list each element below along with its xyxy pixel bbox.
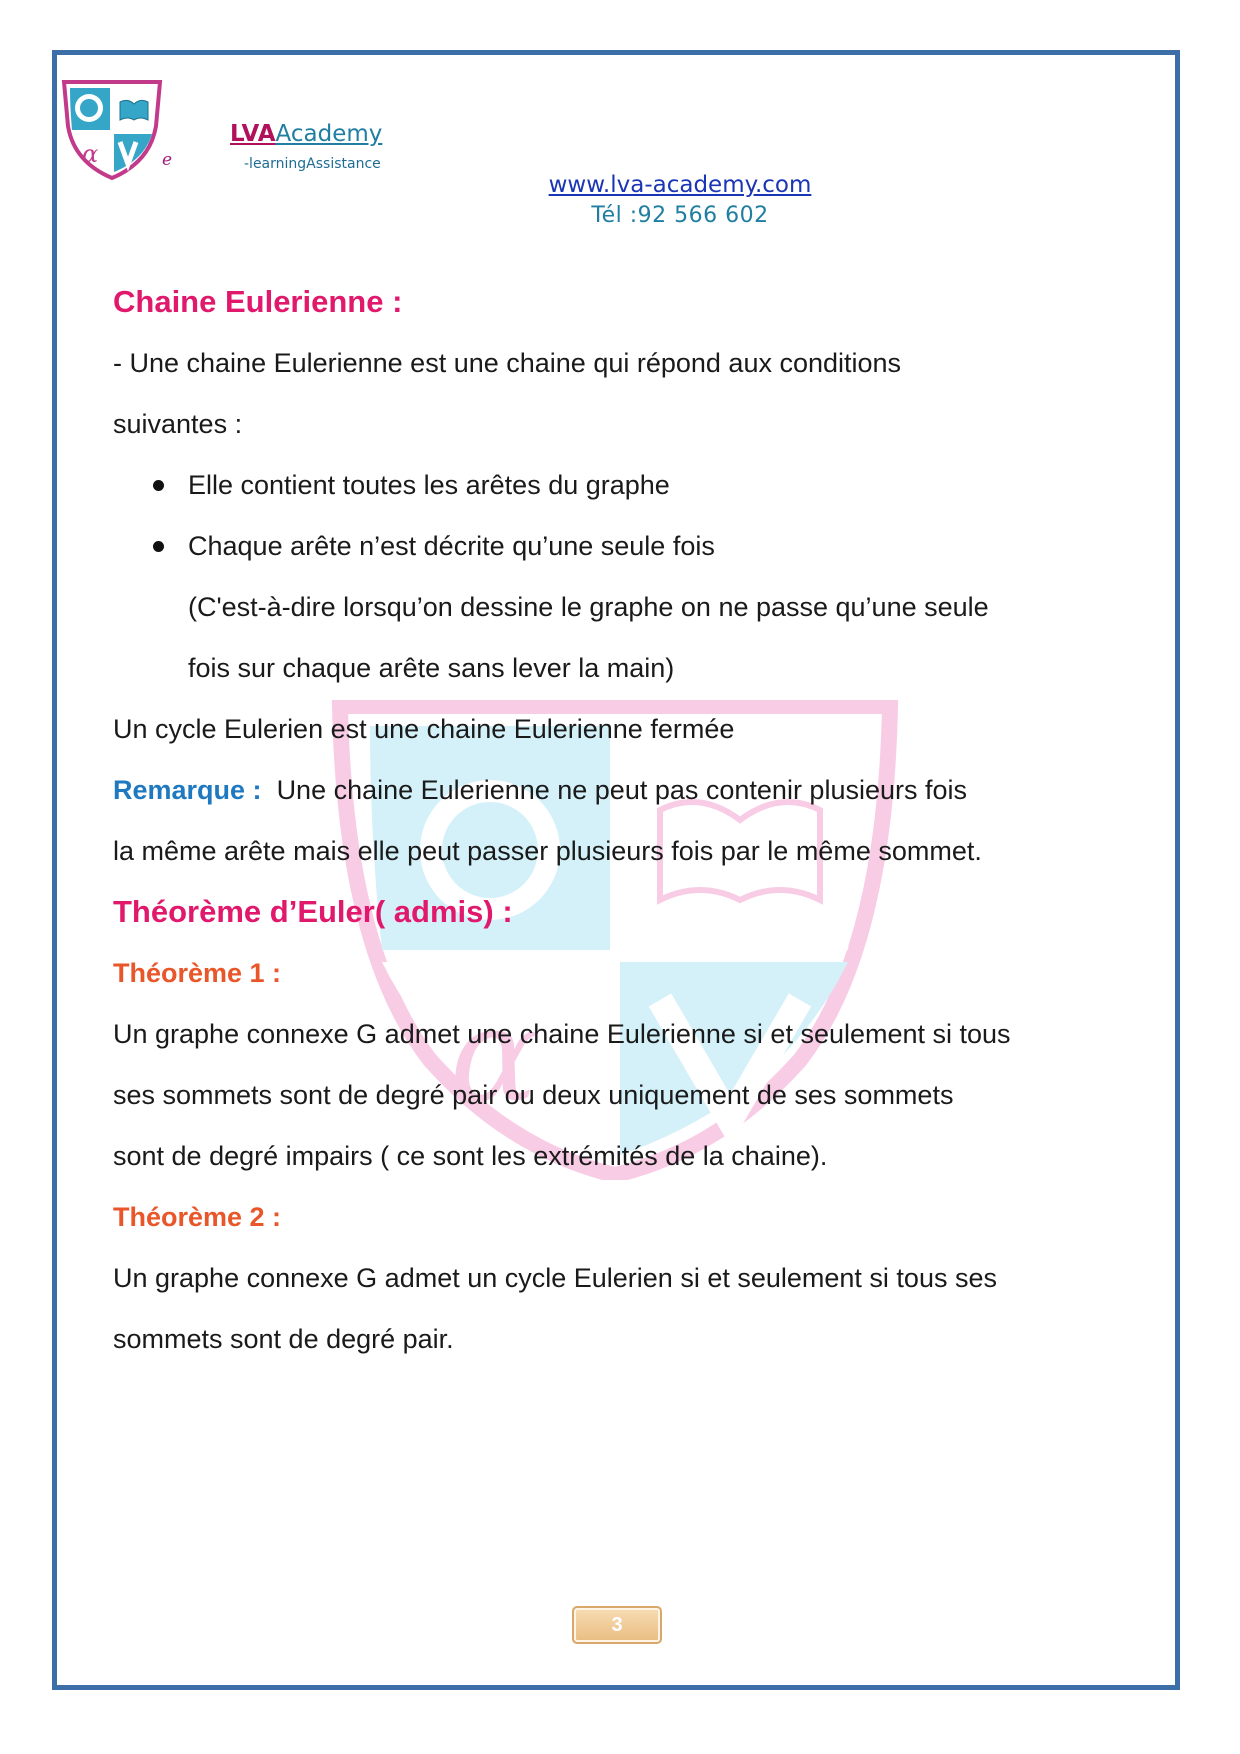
paren-line-2: fois sur chaque arête sans lever la main) [188, 653, 675, 683]
website-link[interactable]: www.lva-academy.com [548, 172, 812, 198]
intro-line-1: - Une chaine Eulerienne est une chaine qui répond aux conditions [113, 348, 902, 378]
theorem-1-line: ses sommets sont de degré pair ou deux uniquement de ses sommets [113, 1080, 954, 1110]
bullet-item [113, 463, 1123, 524]
intro-line-2: suivantes : [113, 409, 243, 439]
remarque-label: Remarque : [113, 775, 262, 805]
theorem-2-label: Théorème 2 : [113, 1202, 282, 1232]
brand-lva: LVA [230, 121, 276, 147]
theorem-2-line: sommets sont de degré pair. [113, 1324, 454, 1354]
lva-academy-shield-logo [58, 78, 166, 182]
phone-number: Tél :92 566 602 [591, 203, 769, 228]
theorem-1-line: Un graphe connexe G admet une chaine Eulerienne si et seulement si tous [113, 1019, 1011, 1049]
brand-tagline: -learningAssistance [244, 156, 381, 172]
bullet-dot-icon [153, 541, 164, 552]
page-number: 3 [572, 1606, 662, 1644]
remarque-line-2: la même arête mais elle peut passer plusieurs fois par le même sommet. [113, 836, 982, 866]
theorem-1-label: Théorème 1 : [113, 958, 282, 988]
paren-line-1: (C'est-à-dire lorsqu’on dessine le graphe on ne passe qu’une seule [188, 592, 989, 622]
remarque-text: Une chaine Eulerienne ne peut pas contenir plusieurs fois [276, 775, 968, 805]
heading-theoreme-euler: Théorème d’Euler( admis) : [113, 894, 513, 929]
remarque-line-1 [113, 768, 1123, 829]
bullet-text: Elle contient toutes les arêtes du graphe [188, 470, 670, 500]
heading-chaine-eulerienne: Chaine Eulerienne : [113, 284, 403, 319]
document-body [113, 280, 1123, 1378]
logo-e-letter: e [162, 150, 173, 170]
svg-text:α: α [450, 979, 538, 1131]
bullet-item [113, 524, 1123, 585]
brand-academy: Academy [275, 121, 383, 147]
bullet-text: Chaque arête n’est décrite qu’une seule fois [188, 531, 715, 561]
theorem-2-line: Un graphe connexe G admet un cycle Eulerien si et seulement si tous ses [113, 1263, 997, 1293]
bullet-dot-icon [153, 480, 164, 491]
brand-name [230, 121, 382, 147]
svg-text:α: α [82, 140, 99, 168]
cycle-definition: Un cycle Eulerien est une chaine Eulerienne fermée [113, 714, 735, 744]
theorem-1-line: sont de degré impairs ( ce sont les extrémités de la chaine). [113, 1141, 828, 1171]
